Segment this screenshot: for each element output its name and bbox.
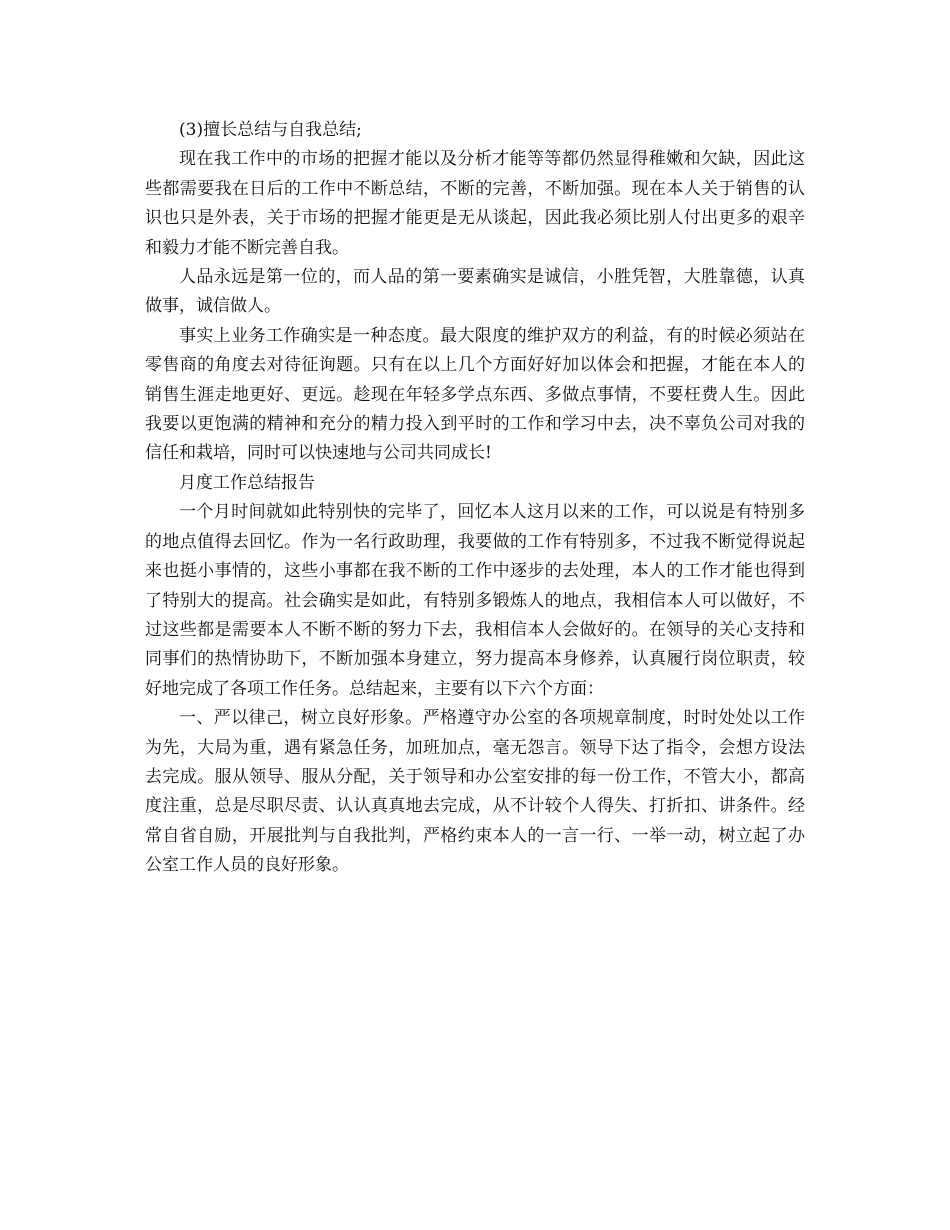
section-title-monthly-report: 月度工作总结报告 <box>179 472 315 493</box>
paragraph-month-review: 一个月时间就如此特别快的完毕了，回忆本人这月以来的工作，可以说是有特别多的地点值得去回忆。作为一名行政助理，我要做的工作有特别多，不过我不断觉得说起来也挺小事情的，这些小事都在我不断的工作中逐步的去处理，本人的工作才能也得到了特别大的提高。社会确实是如此，有特别多锻炼人的地点，我相信本人可以做好，不过这些都是需要本人不断不断的努力下去，我相信本人会做好的。在领导的关心支持和同事们的热情协助下，不断加强本身建立，努力提高本身修养，认真履行岗位职责，较好地完成了各项工作任务。总结起来，主要有以下六个方面： <box>145 502 805 699</box>
paragraph-self-discipline: 一、严以律己，树立良好形象。严格遵守办公室的各项规章制度，时时处处以工作为先，大局为重，遇有紧急任务，加班加点，毫无怨言。领导下达了指令，会想方设法去完成。服从领导、服从分配，关于领导和办公室安排的每一份工作，不管大小，都高度注重，总是尽职尽责、认认真真地去完成，从不计较个人得失、打折扣、讲条件。经常自省自励，开展批判与自我批判，严格约束本人的一言一行、一举一动，树立起了办公室工作人员的良好形象。 <box>145 708 805 876</box>
paragraph-attitude: 事实上业务工作确实是一种态度。最大限度的维护双方的利益，有的时候必须站在零售商的角度去对待征询题。只有在以上几个方面好好加以体会和把握，才能在本人的销售生涯走地更好、更远。趁现在年轻多学点东西、多做点事情，不要枉费人生。因此我要以更饱满的精神和充分的精力投入到平时的工作和学习中去，决不辜负公司对我的信任和栽培，同时可以快速地与公司共同成长! <box>145 325 805 464</box>
paragraph-market-ability: 现在我工作中的市场的把握才能以及分析才能等等都仍然显得稚嫩和欠缺，因此这些都需要我在日后的工作中不断总结，不断的完善，不断加强。现在本人关于销售的认识也只是外表，关于市场的把握才能更是无从谈起，因此我必须比别人付出更多的艰辛和毅力才能不断完善自我。 <box>145 149 805 258</box>
paragraph-character: 人品永远是第一位的，而人品的第一要素确实是诚信，小胜凭智，大胜靠德，认真做事，诚信做人。 <box>145 267 805 317</box>
document-page <box>145 116 805 881</box>
paragraph-self-summary-heading: (3)擅长总结与自我总结; <box>179 120 362 140</box>
